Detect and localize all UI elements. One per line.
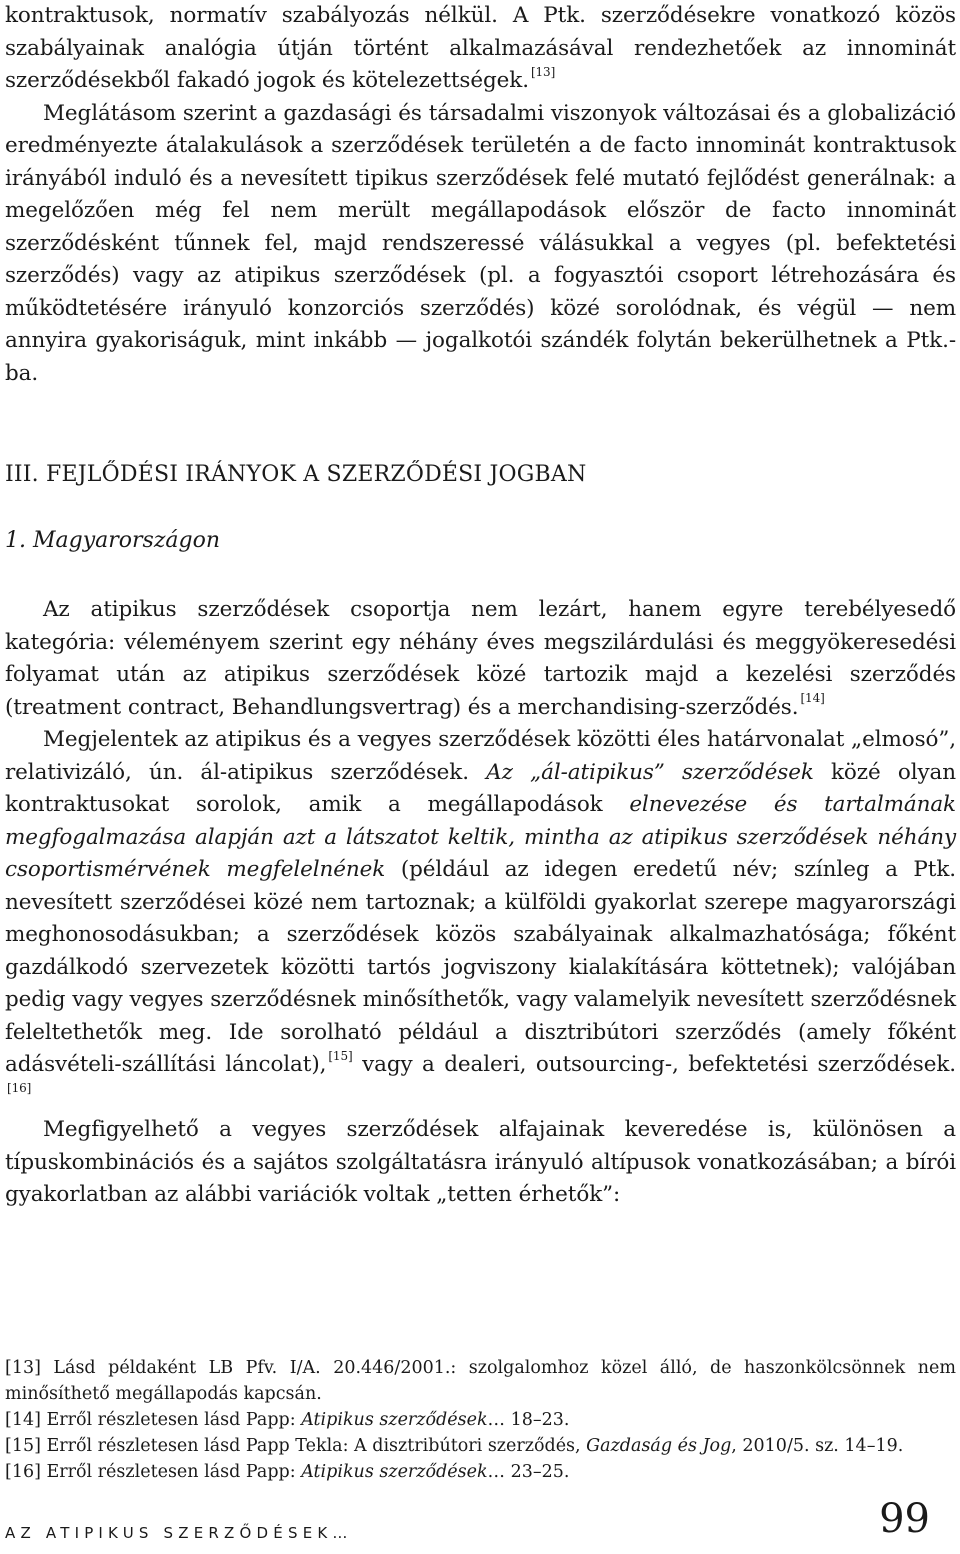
running-title: AZ ATIPIKUS SZERZŐDÉSEK… [5, 1524, 353, 1542]
subsection-heading: 1. Magyarországon [5, 528, 221, 553]
footnotes [5, 1355, 956, 1485]
footnote-ref-14: [14] [800, 691, 825, 706]
section-heading: III. FEJLŐDÉSI IRÁNYOK A SZERZŐDÉSI JOGBAN [5, 462, 587, 487]
paragraph-continuation: kontraktusok, normatív szabályozás nélkül. A Ptk. szerződésekre vonatkozó közös szabályainak analógia útján történt alkalmazásával rendezhetőek az innominát szerződésekből fakadó jogok és kötelezettségek. [13] [5, 3, 956, 93]
footnote-ref-15: [15] [328, 1048, 353, 1063]
footnote-ref-16: [16] [7, 1081, 32, 1096]
body-upper [5, 0, 956, 390]
footnote-15: [15] Erről részletesen lásd Papp Tekla: A disztribútori szerződés, Gazdaság és Jog, 2010/5. sz. 14–19. [5, 1436, 904, 1456]
footnote-16: [16] Erről részletesen lásd Papp: Atipikus szerződések… 23–25. [5, 1462, 570, 1482]
paragraph-megfigyelheto: Megfigyelhető a vegyes szerződések alfajainak keveredése is, különösen a típuskombinációs és a sajátos szolgáltatásra irányuló altípusok vonatkozásában; a bírói gyakorlatban az alábbi variációk voltak „tetten érhetők”: [5, 1117, 956, 1207]
footnote-14: [14] Erről részletesen lásd Papp: Atipikus szerződések… 18–23. [5, 1410, 570, 1430]
paragraph-megjelentek: Megjelentek az atipikus és a vegyes szerződések közötti éles határvonalat „elmosó”, relativizáló, ún. ál-atipikus szerződések. Az „ál-atipikus” szerződések közé olyan kontraktusokat sorolok, amik a megállapodások elnevezése és tartalmának megfogalmazása alapján azt a látszatot keltik, mintha az atipikus szerződések néhány csoportismérvének megfelelnének (például az idegen eredetű név; színleg a Ptk. nevesített szerződései közé nem tartoznak; a külföldi gyakorlat szerepe magyarországi meghonosodásukban; a szerződések közös szabályainak alkalmazhatósága; főként gazdálkodó szervezetek közötti tartós jogviszony kialakítására köttetnek); valójában pedig vagy vegyes szerződésnek minősíthetők, vagy valamelyik nevesített szerződésnek feleltethetők meg. Ide sorolható például a disztribútori szerződés (amely főként adásvételi-szállítási láncolat), [15] vagy a dealeri, outsourcing-, befektetési szerződések.[16] [5, 727, 956, 1096]
footnote-ref-13: [13] [530, 64, 556, 79]
paragraph-atipikus: Az atipikus szerződések csoportja nem lezárt, hanem egyre terebélyesedő kategória: véleményem szerint egy néhány éves megszilárdulási és meggyökeresedési folyamat után az atipikus szerződések közé tartozik majd a kezelési szerződés (treatment contract, Behandlungsvertrag) és a merchandising-szerződés. [14] [5, 597, 956, 720]
paragraph-meglatasom: Meglátásom szerint a gazdasági és társadalmi viszonyok változásai és a globalizáció eredményezte átalakulások a szerződések területén a de facto innominát kontraktusok irányából induló és a nevesített tipikus szerződések felé mutató fejlődést generálnak: a megelőzően még fel nem merült megállapodások először de facto innominát szerződésként tűnnek fel, majd rendszeressé válásukkal a vegyes (pl. befektetési szerződés) vagy az atipikus szerződések (pl. a fogyasztói csoport létrehozására és működtetésére irányuló konzorciós szerződés) közé sorolódnak, és végül — nem annyira gyakoriságuk, mint inkább — jogalkotói szándék folytán bekerülhetnek a Ptk.-ba. [5, 100, 956, 386]
page-number: 99 [879, 1496, 930, 1542]
footnote-13: [13] Lásd példaként LB Pfv. I/A. 20.446/2001.: szolgalomhoz közel álló, de haszonkölcsönnek nem minősíthető megállapodás kapcsán. [5, 1358, 956, 1404]
body-lower [5, 594, 956, 1212]
